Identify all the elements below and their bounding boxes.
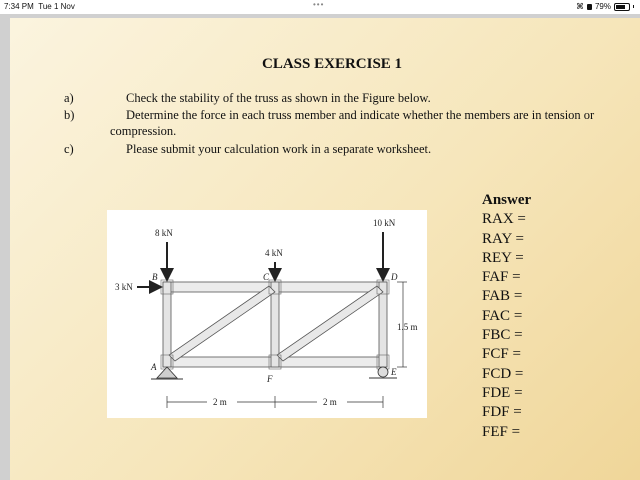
question-c-label: c): [64, 142, 74, 156]
load-label-d: 10 kN: [373, 218, 396, 228]
answer-heading: Answer: [482, 192, 532, 208]
wifi-icon: ⌘: [575, 2, 584, 11]
battery-percent: 79%: [594, 2, 611, 11]
load-label-horizontal: 3 kN: [115, 282, 133, 292]
roller-support-e: [378, 367, 388, 377]
pin-support-a: [157, 367, 177, 378]
question-c-text: Please submit your calculation work in a separate worksheet.: [126, 142, 432, 156]
multitasking-dots[interactable]: •••: [313, 0, 325, 9]
node-label-d: D: [391, 272, 398, 282]
answer-item: FCF =: [482, 346, 521, 363]
node-label-a: A: [151, 362, 157, 372]
truss-figure: [107, 210, 427, 418]
answer-item: REY =: [482, 249, 524, 266]
answer-item: FCD =: [482, 365, 524, 382]
truss-diagram: [107, 210, 427, 418]
question-b-text: Determine the force in each truss member and indicate whether the members are in tension or: [126, 108, 595, 122]
load-label-c: 4 kN: [265, 248, 283, 258]
answer-item: FAF =: [482, 269, 521, 286]
question-b-continuation: compression.: [110, 124, 177, 138]
status-right: [576, 2, 634, 11]
node-label-f: F: [267, 374, 273, 384]
dimension-height: 1.5 m: [397, 322, 418, 332]
node-label-c: C: [263, 272, 270, 282]
page-title: CLASS EXERCISE 1: [262, 56, 403, 72]
answer-item: RAX =: [482, 211, 526, 228]
orientation-lock-icon: [587, 4, 592, 10]
member-ac: [169, 286, 275, 361]
battery-icon: [614, 3, 630, 11]
answer-item: FEF =: [482, 423, 521, 440]
question-a-label: a): [64, 91, 74, 105]
answer-item: RAY =: [482, 230, 524, 247]
load-label-b: 8 kN: [155, 228, 173, 238]
dimension-span-left: 2 m: [213, 397, 227, 407]
status-bar: [0, 0, 640, 14]
answer-item: FAC =: [482, 307, 523, 324]
answer-item: FDE =: [482, 384, 523, 401]
answer-item: FAB =: [482, 288, 523, 305]
member-fd: [277, 286, 383, 361]
status-time: 7:34 PM Tue 1 Nov: [4, 2, 75, 11]
answer-list: [482, 191, 531, 442]
answer-item: FDF =: [482, 404, 522, 421]
answer-item: FBC =: [482, 327, 523, 344]
dimension-span-right: 2 m: [323, 397, 337, 407]
member-de: [379, 282, 387, 367]
question-a-text: Check the stability of the truss as shown in the Figure below.: [126, 91, 431, 105]
question-b-label: b): [64, 108, 75, 122]
node-label-b: B: [152, 272, 158, 282]
node-label-e: E: [391, 367, 397, 377]
